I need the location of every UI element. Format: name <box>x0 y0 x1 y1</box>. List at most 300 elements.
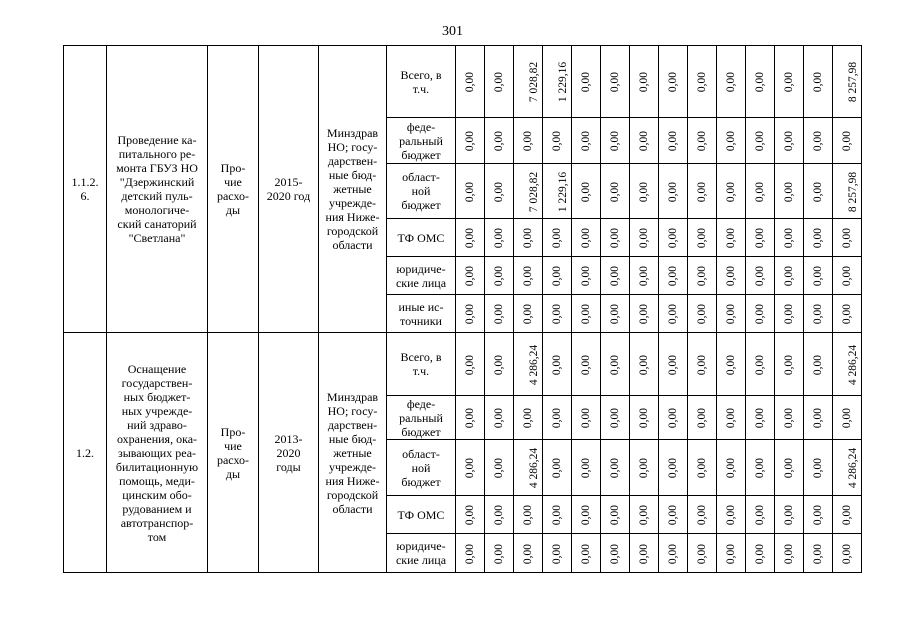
value-text: 0,00 <box>551 407 563 429</box>
responsible-line: ния Ниже- <box>325 473 380 488</box>
value-text: 0,00 <box>638 504 650 526</box>
responsible-line: городской <box>326 224 379 238</box>
value-text: 0,00 <box>609 354 621 375</box>
activity-name-line: охранения, ока- <box>116 431 198 446</box>
funding-source <box>387 118 456 164</box>
value-cell <box>601 496 630 534</box>
value-cell <box>630 118 659 164</box>
funding-source-line: област- <box>402 446 440 461</box>
period <box>259 46 319 333</box>
value-cell <box>659 295 688 333</box>
value-cell <box>572 333 601 396</box>
value-cell <box>833 295 862 333</box>
value-text: 0,00 <box>841 543 853 564</box>
activity-name-line: ний здраво- <box>127 417 187 432</box>
value-text: 0,00 <box>638 227 650 249</box>
value-text: 7 028,82 <box>528 171 541 212</box>
value-cell <box>746 440 775 496</box>
value-text: 0,00 <box>754 265 766 287</box>
activity-name-line: цинским обо- <box>122 487 192 502</box>
value-cell <box>833 164 862 219</box>
value-text: 0,00 <box>667 181 679 202</box>
value-text: 0,00 <box>609 407 621 429</box>
value-cell <box>456 396 485 440</box>
value-text: 8 257,98 <box>847 61 860 103</box>
value-cell <box>630 46 659 118</box>
value-text: 0,00 <box>638 303 650 325</box>
activity-name-line: детский пуль- <box>121 189 193 203</box>
responsible-line: ные бюд- <box>328 431 377 446</box>
activity-name-line: "Светлана" <box>128 231 186 245</box>
value-cell <box>601 440 630 496</box>
value-cell <box>601 257 630 295</box>
value-text: 0,00 <box>725 303 737 325</box>
funding-source <box>387 219 456 257</box>
funding-source-line: бюджет <box>401 424 441 439</box>
value-text: 0,00 <box>812 130 824 152</box>
funding-source-line: област- <box>402 170 440 184</box>
value-text: 0,00 <box>667 457 679 479</box>
value-cell <box>688 219 717 257</box>
period-line: 2015- <box>274 175 303 189</box>
value-text: 0,00 <box>841 303 853 325</box>
value-text: 0,00 <box>464 543 476 564</box>
value-cell <box>485 46 514 118</box>
value-text: 0,00 <box>609 227 621 249</box>
value-cell <box>630 257 659 295</box>
value-text: 0,00 <box>464 457 476 479</box>
value-text: 0,00 <box>464 181 476 202</box>
value-text: 4 286,24 <box>528 344 541 385</box>
value-cell <box>456 440 485 496</box>
value-cell <box>775 333 804 396</box>
funding-source-line: точники <box>400 313 442 328</box>
value-text: 0,00 <box>522 504 534 526</box>
value-text: 0,00 <box>464 265 476 287</box>
activity-name-line: том <box>147 529 167 544</box>
value-cell <box>775 219 804 257</box>
value-cell <box>775 46 804 118</box>
value-text: 0,00 <box>522 407 534 429</box>
activity-name <box>107 333 208 573</box>
value-text: 0,00 <box>783 265 795 287</box>
value-text: 0,00 <box>493 265 505 287</box>
item-number <box>64 333 107 573</box>
value-text: 0,00 <box>696 71 708 93</box>
value-cell <box>688 534 717 573</box>
value-text: 0,00 <box>754 130 766 152</box>
funding-source-line: феде- <box>406 119 436 134</box>
funding-source-line: бюджет <box>401 474 441 489</box>
value-cell <box>833 396 862 440</box>
funding-source-line: юридиче- <box>396 261 446 276</box>
value-text: 0,00 <box>812 227 824 249</box>
value-cell <box>572 440 601 496</box>
value-text: 0,00 <box>783 504 795 526</box>
value-cell <box>717 295 746 333</box>
value-cell <box>543 333 572 396</box>
value-text: 0,00 <box>551 227 563 249</box>
value-text: 0,00 <box>725 407 737 429</box>
value-cell <box>688 257 717 295</box>
value-cell <box>746 333 775 396</box>
expense-type-line: ды <box>225 203 241 217</box>
value-cell <box>630 219 659 257</box>
responsible-line: области <box>332 501 373 516</box>
value-text: 0,00 <box>580 265 592 287</box>
value-cell <box>746 46 775 118</box>
value-text: 0,00 <box>551 130 563 152</box>
value-cell <box>572 118 601 164</box>
value-cell <box>601 396 630 440</box>
funding-source-line: Всего, в <box>400 67 442 82</box>
expense-type-line: Про- <box>220 424 246 439</box>
value-text: 0,00 <box>580 130 592 152</box>
value-text: 0,00 <box>580 457 592 479</box>
value-text: 0,00 <box>493 181 505 202</box>
value-text: 0,00 <box>667 130 679 152</box>
value-cell <box>456 534 485 573</box>
value-text: 0,00 <box>725 265 737 287</box>
expense-type-line: ды <box>225 466 241 481</box>
responsible-line: жетные <box>333 182 372 196</box>
expense-type-line: Про- <box>220 161 246 175</box>
value-cell <box>659 534 688 573</box>
value-cell <box>485 496 514 534</box>
value-text: 0,00 <box>580 181 592 202</box>
activity-name-line: питального ре- <box>118 147 196 161</box>
funding-source <box>387 164 456 219</box>
value-cell <box>659 257 688 295</box>
value-cell <box>688 46 717 118</box>
value-cell <box>543 219 572 257</box>
funding-source <box>387 46 456 118</box>
value-text: 0,00 <box>667 227 679 249</box>
value-cell <box>746 496 775 534</box>
value-cell <box>485 118 514 164</box>
value-text: 0,00 <box>638 130 650 152</box>
activity-name-line: зывающих реа- <box>117 445 197 460</box>
value-cell <box>543 496 572 534</box>
value-cell <box>659 118 688 164</box>
value-cell <box>746 164 775 219</box>
value-text: 0,00 <box>638 265 650 287</box>
funding-source-line: ские лица <box>395 275 447 290</box>
value-cell <box>688 333 717 396</box>
value-text: 0,00 <box>754 504 766 526</box>
value-text: 0,00 <box>609 265 621 287</box>
value-text: 0,00 <box>696 504 708 526</box>
funding-source-line: иные ис- <box>398 299 444 314</box>
funding-source-line: ной <box>411 460 431 475</box>
activity-name <box>107 46 208 333</box>
value-text: 4 286,24 <box>528 447 541 489</box>
value-text: 0,00 <box>609 71 621 93</box>
value-text: 0,00 <box>493 543 505 564</box>
value-text: 1 229,16 <box>557 61 570 103</box>
value-cell <box>717 219 746 257</box>
value-text: 0,00 <box>841 130 853 152</box>
value-cell <box>543 164 572 219</box>
value-cell <box>804 440 833 496</box>
value-text: 0,00 <box>725 543 737 564</box>
activity-name-line: монта ГБУЗ НО <box>116 161 198 175</box>
value-cell <box>543 534 572 573</box>
value-cell <box>833 257 862 295</box>
value-text: 0,00 <box>696 303 708 325</box>
table-row <box>64 46 862 118</box>
value-cell <box>717 333 746 396</box>
value-cell <box>630 440 659 496</box>
value-cell <box>717 440 746 496</box>
value-text: 0,00 <box>812 407 824 429</box>
value-cell <box>514 295 543 333</box>
value-cell <box>659 440 688 496</box>
value-cell <box>775 440 804 496</box>
value-cell <box>485 164 514 219</box>
value-cell <box>804 46 833 118</box>
value-text: 0,00 <box>638 354 650 375</box>
value-cell <box>775 257 804 295</box>
value-text: 0,00 <box>754 303 766 325</box>
value-cell <box>572 396 601 440</box>
value-text: 0,00 <box>725 504 737 526</box>
value-text: 0,00 <box>754 71 766 93</box>
value-text: 0,00 <box>725 457 737 479</box>
page-number: 301 <box>442 24 463 39</box>
activity-name-line: ных учрежде- <box>121 403 193 418</box>
funding-source-line: ТФ ОМС <box>397 507 445 522</box>
value-text: 0,00 <box>580 71 592 93</box>
funding-source-line: ральный <box>399 410 443 425</box>
value-cell <box>659 219 688 257</box>
value-text: 8 257,98 <box>847 171 860 212</box>
value-cell <box>746 534 775 573</box>
value-text: 0,00 <box>696 265 708 287</box>
table-row <box>64 333 862 396</box>
responsible-line: НО; госу- <box>327 140 378 154</box>
value-cell <box>485 219 514 257</box>
value-text: 0,00 <box>551 354 563 375</box>
value-cell <box>833 496 862 534</box>
value-cell <box>688 496 717 534</box>
value-cell <box>775 534 804 573</box>
value-text: 0,00 <box>754 543 766 564</box>
value-cell <box>485 257 514 295</box>
value-cell <box>833 46 862 118</box>
value-text: 0,00 <box>812 71 824 93</box>
value-cell <box>659 46 688 118</box>
responsible-line: НО; госу- <box>327 403 378 418</box>
value-cell <box>630 295 659 333</box>
value-text: 0,00 <box>841 407 853 429</box>
value-cell <box>572 46 601 118</box>
responsible-line: дарствен- <box>327 154 378 168</box>
activity-name-line: билитационную <box>115 459 199 474</box>
value-text: 0,00 <box>783 457 795 479</box>
value-cell <box>543 257 572 295</box>
value-text: 0,00 <box>696 543 708 564</box>
value-cell <box>804 496 833 534</box>
value-cell <box>514 496 543 534</box>
item-number-line: 1.1.2. <box>71 175 99 189</box>
value-text: 0,00 <box>551 303 563 325</box>
value-text: 0,00 <box>783 407 795 429</box>
value-text: 0,00 <box>754 181 766 202</box>
value-text: 0,00 <box>667 407 679 429</box>
value-text: 0,00 <box>464 407 476 429</box>
funding-source-line: феде- <box>406 396 436 411</box>
value-text: 0,00 <box>725 181 737 202</box>
value-cell <box>630 534 659 573</box>
value-text: 0,00 <box>812 265 824 287</box>
activity-name-line: ных бюджет- <box>123 389 191 404</box>
value-cell <box>601 534 630 573</box>
value-text: 0,00 <box>667 543 679 564</box>
value-cell <box>456 164 485 219</box>
value-text: 0,00 <box>551 265 563 287</box>
value-cell <box>775 396 804 440</box>
value-cell <box>833 118 862 164</box>
activity-name-line: автотранспор- <box>120 515 194 530</box>
expense-type-line: чие <box>224 175 242 189</box>
value-cell <box>572 295 601 333</box>
funding-source <box>387 295 456 333</box>
value-cell <box>572 164 601 219</box>
value-cell <box>833 219 862 257</box>
value-cell <box>746 118 775 164</box>
value-cell <box>456 257 485 295</box>
value-cell <box>514 257 543 295</box>
period-line: годы <box>276 459 301 474</box>
value-text: 0,00 <box>464 303 476 325</box>
value-text: 0,00 <box>812 543 824 564</box>
funding-source-line: ские лица <box>395 553 447 567</box>
value-text: 0,00 <box>493 227 505 249</box>
value-text: 0,00 <box>580 227 592 249</box>
funding-source-line: Всего, в <box>400 350 442 364</box>
value-cell <box>833 534 862 573</box>
expense-type <box>208 46 259 333</box>
funding-source <box>387 333 456 396</box>
funding-source <box>387 257 456 295</box>
value-cell <box>514 219 543 257</box>
value-text: 0,00 <box>638 71 650 93</box>
value-cell <box>514 534 543 573</box>
value-text: 0,00 <box>609 181 621 202</box>
value-text: 0,00 <box>667 354 679 375</box>
responsible-line: дарствен- <box>327 417 378 432</box>
value-cell <box>456 46 485 118</box>
value-text: 0,00 <box>783 181 795 202</box>
value-text: 0,00 <box>464 354 476 375</box>
value-cell <box>804 118 833 164</box>
value-cell <box>717 496 746 534</box>
value-text: 0,00 <box>580 303 592 325</box>
value-cell <box>485 295 514 333</box>
expense-type-line: расхо- <box>216 452 250 467</box>
value-cell <box>601 118 630 164</box>
value-cell <box>630 396 659 440</box>
value-text: 0,00 <box>638 543 650 564</box>
value-text: 4 286,24 <box>847 447 860 489</box>
funding-source-line: юридиче- <box>396 539 446 553</box>
value-text: 0,00 <box>783 227 795 249</box>
value-cell <box>543 440 572 496</box>
funding-source-line: ной <box>411 184 431 198</box>
value-text: 0,00 <box>522 227 534 249</box>
value-text: 0,00 <box>667 504 679 526</box>
value-cell <box>804 396 833 440</box>
value-text: 0,00 <box>522 543 534 564</box>
funding-source <box>387 534 456 573</box>
value-text: 0,00 <box>783 543 795 564</box>
value-cell <box>746 396 775 440</box>
value-text: 0,00 <box>812 354 824 375</box>
activity-name-line: Оснащение <box>127 361 187 376</box>
value-cell <box>572 496 601 534</box>
value-text: 0,00 <box>841 227 853 249</box>
value-text: 0,00 <box>464 227 476 249</box>
responsible <box>319 46 387 333</box>
responsible-line: Минздрав <box>326 389 379 404</box>
value-cell <box>717 257 746 295</box>
value-text: 0,00 <box>580 407 592 429</box>
value-cell <box>572 257 601 295</box>
value-text: 1 229,16 <box>557 171 570 212</box>
funding-source-line: т.ч. <box>412 364 430 378</box>
value-cell <box>572 219 601 257</box>
value-text: 0,00 <box>696 181 708 202</box>
item-number <box>64 46 107 333</box>
value-text: 0,00 <box>580 504 592 526</box>
value-text: 0,00 <box>725 354 737 375</box>
value-text: 0,00 <box>754 227 766 249</box>
funding-source-line: бюджет <box>401 147 441 162</box>
value-cell <box>630 496 659 534</box>
value-text: 0,00 <box>493 407 505 429</box>
value-cell <box>601 46 630 118</box>
expense-type-line: расхо- <box>216 189 250 203</box>
value-cell <box>775 295 804 333</box>
value-cell <box>543 295 572 333</box>
value-text: 0,00 <box>812 457 824 479</box>
value-cell <box>514 118 543 164</box>
value-cell <box>717 118 746 164</box>
value-cell <box>659 496 688 534</box>
value-cell <box>456 295 485 333</box>
value-cell <box>601 219 630 257</box>
value-text: 0,00 <box>609 303 621 325</box>
value-text: 0,00 <box>783 303 795 325</box>
value-cell <box>717 46 746 118</box>
value-text: 0,00 <box>783 354 795 375</box>
value-text: 0,00 <box>696 130 708 152</box>
value-cell <box>630 164 659 219</box>
activity-name-line: ский санаторий <box>117 217 197 231</box>
responsible-line: области <box>332 238 373 252</box>
value-text: 0,00 <box>667 71 679 93</box>
value-cell <box>717 396 746 440</box>
value-cell <box>688 164 717 219</box>
funding-source <box>387 440 456 496</box>
value-text: 0,00 <box>493 71 505 93</box>
value-cell <box>775 164 804 219</box>
responsible-line: учрежде- <box>328 459 377 474</box>
value-text: 0,00 <box>609 457 621 479</box>
responsible-line: городской <box>326 487 379 502</box>
value-cell <box>659 164 688 219</box>
